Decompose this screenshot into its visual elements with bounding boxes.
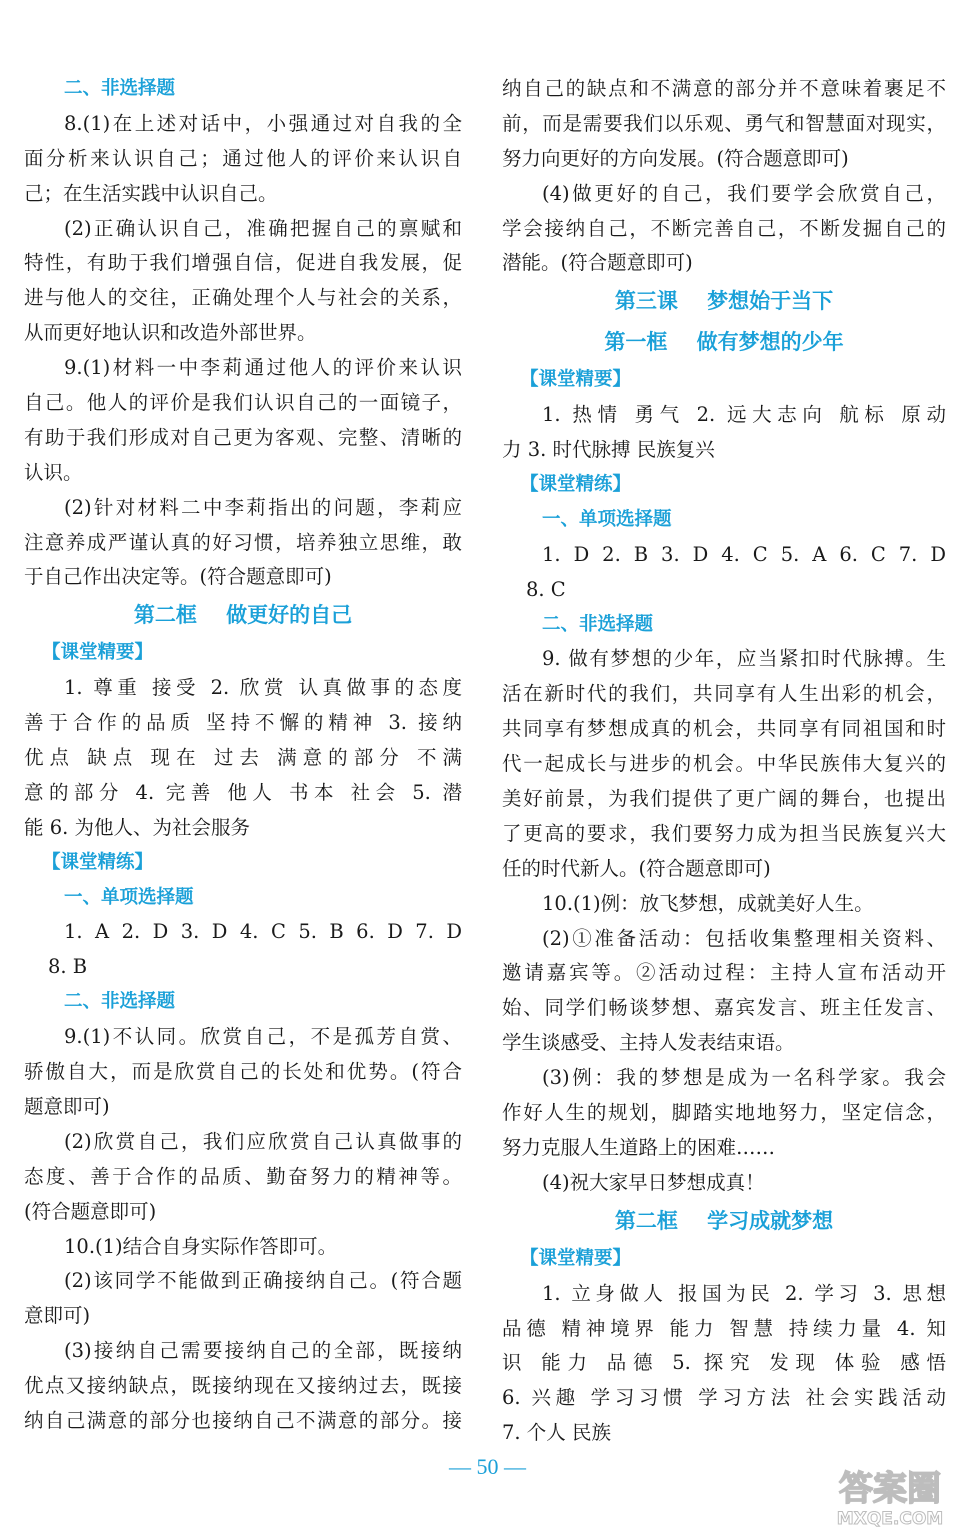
text-line: 美好前景，为我们提供了更广阔的舞台，也提出 [502, 787, 946, 811]
lesson-heading: 第三课 梦想始于当下 [614, 289, 834, 314]
text-line: 1. 尊重 接受 2. 欣赏 认真做事的态度 [64, 676, 462, 700]
text-line: 努力克服人生道路上的困难…… [502, 1135, 776, 1159]
text-line: 8.(1)在上述对话中，小强通过对自我的全 [64, 111, 462, 135]
lesson-heading: 第二框 学习成就梦想 [614, 1208, 834, 1233]
text-line: 任的时代新人。(符合题意即可) [502, 856, 771, 880]
text-line: 能 6. 为他人、为社会服务 [24, 815, 251, 839]
page-number: — 50 — [449, 1454, 526, 1479]
text-line: 7. 个人 民族 [502, 1421, 612, 1445]
text-line: 意的部分 4. 完善 他人 书本 社会 5. 潜 [24, 780, 462, 804]
text-line: 纳自己的缺点和不满意的部分并不意味着裹足不 [502, 77, 946, 100]
left-column [24, 72, 462, 1439]
text-line: 活在新时代的我们，共同享有人生出彩的机会， [502, 682, 946, 706]
text-line: 善于合作的品质 坚持不懈的精神 3. 接纳 [24, 711, 462, 735]
text-line: 品德 精神境界 能力 智慧 持续力量 4. 知 [502, 1316, 946, 1340]
text-line: 学会接纳自己，不断完善自己，不断发掘自己的 [502, 216, 946, 240]
text-line: 6. 兴趣 学习习惯 学习方法 社会实践活动 [502, 1386, 946, 1410]
text-line: 题意即可) [24, 1094, 110, 1118]
section-bracket-title: 【课堂精要】 [42, 642, 154, 664]
answer-row: 8. B [48, 955, 88, 979]
text-line: 前，而是需要我们以乐观、勇气和智慧面对现实， [502, 111, 946, 135]
text-line: (3)接纳自己需要接纳自己的全部，既接纳 [64, 1339, 462, 1363]
text-line: (4)做更好的自己，我们要学会欣赏自己， [542, 181, 946, 205]
section-title: 二、非选择题 [542, 613, 654, 635]
text-line: (2)①准备活动：包括收集整理相关资料、 [542, 926, 946, 950]
text-line: (2)欣赏自己，我们应欣赏自己认真做事的 [64, 1129, 462, 1153]
text-line: 面分析来认识自己；通过他人的评价来认识自 [24, 146, 462, 170]
text-line: 了更高的要求，我们要努力成为担当民族复兴大 [502, 821, 946, 845]
text-line: 态度、善于合作的品质、勤奋努力的精神等。 [24, 1164, 462, 1188]
text-line: 于自己作出决定等。(符合题意即可) [24, 565, 332, 589]
text-line: 10.(1)结合自身实际作答即可。 [64, 1234, 338, 1258]
text-line: 共同享有梦想成真的机会，共同享有同祖国和时 [502, 717, 946, 741]
text-line: (4)祝大家早日梦想成真！ [542, 1170, 765, 1194]
answer-row: 8. C [526, 577, 566, 601]
text-line: 9. 做有梦想的少年，应当紧扣时代脉搏。生 [542, 647, 946, 671]
text-line: 优点 缺点 现在 过去 满意的部分 不满 [24, 746, 462, 770]
text-line: 1. 立身做人 报国为民 2. 学习 3. 思想 [542, 1281, 946, 1305]
answer-row: 1. A 2. D 3. D 4. C 5. B 6. D 7. D [64, 920, 462, 944]
text-line: 代一起成长与进步的机会。中华民族伟大复兴的 [502, 752, 946, 776]
section-bracket-title: 【课堂精练】 [42, 851, 154, 873]
lesson-subheading: 第一框 做有梦想的少年 [604, 330, 844, 355]
text-line: 识 能力 品德 5. 探究 发现 体验 感悟 [502, 1351, 946, 1375]
section-bracket-title: 【课堂精要】 [520, 369, 632, 391]
text-line: 学生谈感受、主持人发表结束语。 [502, 1031, 795, 1055]
text-line: 9.(1)材料一中李莉通过他人的评价来认识 [64, 356, 462, 380]
text-line: 9.(1)不认同。欣赏自己，不是孤芳自赏、 [64, 1025, 462, 1049]
text-line: (2)正确认识自己，准确把握自己的禀赋和 [64, 216, 462, 240]
section-title: 二、非选择题 [64, 991, 176, 1013]
text-line: 力 3. 时代脉搏 民族复兴 [502, 438, 715, 462]
section-bracket-title: 【课堂精要】 [520, 1247, 632, 1269]
section-title: 一、单项选择题 [64, 886, 194, 908]
answer-row: 1. D 2. B 3. D 4. C 5. A 6. C 7. D [542, 542, 946, 566]
watermark-logo [820, 1462, 960, 1530]
text-line: 努力向更好的方向发展。(符合题意即可) [502, 146, 849, 170]
text-line: 作好人生的规划，脚踏实地地努力，坚定信念， [502, 1101, 946, 1125]
section-bracket-title: 【课堂精练】 [520, 474, 632, 496]
text-line: 始、同学们畅谈梦想、嘉宾发言、班主任发言、 [502, 996, 946, 1020]
text-line: 邀请嘉宾等。②活动过程：主持人宣布活动开 [502, 961, 946, 985]
text-line: 自己。他人的评价是我们认识自己的一面镜子， [24, 391, 462, 415]
text-line: 进与他人的交往，正确处理个人与社会的关系， [24, 286, 462, 310]
text-line: (2)该同学不能做到正确接纳自己。(符合题 [64, 1269, 462, 1293]
text-line: 有助于我们形成对自己更为客观、完整、清晰的 [24, 425, 462, 449]
right-column [502, 72, 946, 1451]
text-line: 骄傲自大，而是欣赏自己的长处和优势。(符合 [24, 1060, 462, 1084]
section-title: 一、单项选择题 [542, 508, 672, 530]
text-line: 纳自己满意的部分也接纳自己不满意的部分。接 [24, 1408, 462, 1432]
lesson-heading: 第二框 做更好的自己 [133, 603, 353, 628]
text-line: 己；在生活实践中认识自己。 [24, 181, 278, 205]
text-line: 优点又接纳缺点，既接纳现在又接纳过去，既接 [24, 1374, 462, 1398]
watermark-top-text: 答案圈 [839, 1469, 941, 1509]
section-title: 二、非选择题 [64, 78, 176, 99]
text-line: (符合题意即可) [24, 1199, 157, 1223]
text-line: 从而更好地认识和改造外部世界。 [24, 321, 317, 345]
text-line: 10.(1)例：放飞梦想，成就美好人生。 [542, 891, 874, 915]
text-line: (2)针对材料二中李莉指出的问题，李莉应 [64, 495, 462, 519]
text-line: 潜能。(符合题意即可) [502, 251, 693, 275]
text-line: 认识。 [24, 460, 83, 484]
watermark-bottom-text: MXQE.COM [836, 1509, 944, 1529]
text-line: 注意养成严谨认真的好习惯，培养独立思维，敢 [24, 530, 462, 554]
text-line: 意即可) [24, 1304, 91, 1328]
text-line: 特性，有助于我们增强自信，促进自我发展，促 [24, 251, 462, 275]
text-line: (3)例：我的梦想是成为一名科学家。我会 [542, 1066, 946, 1090]
text-line: 1. 热情 勇气 2. 远大志向 航标 原动 [542, 403, 946, 427]
